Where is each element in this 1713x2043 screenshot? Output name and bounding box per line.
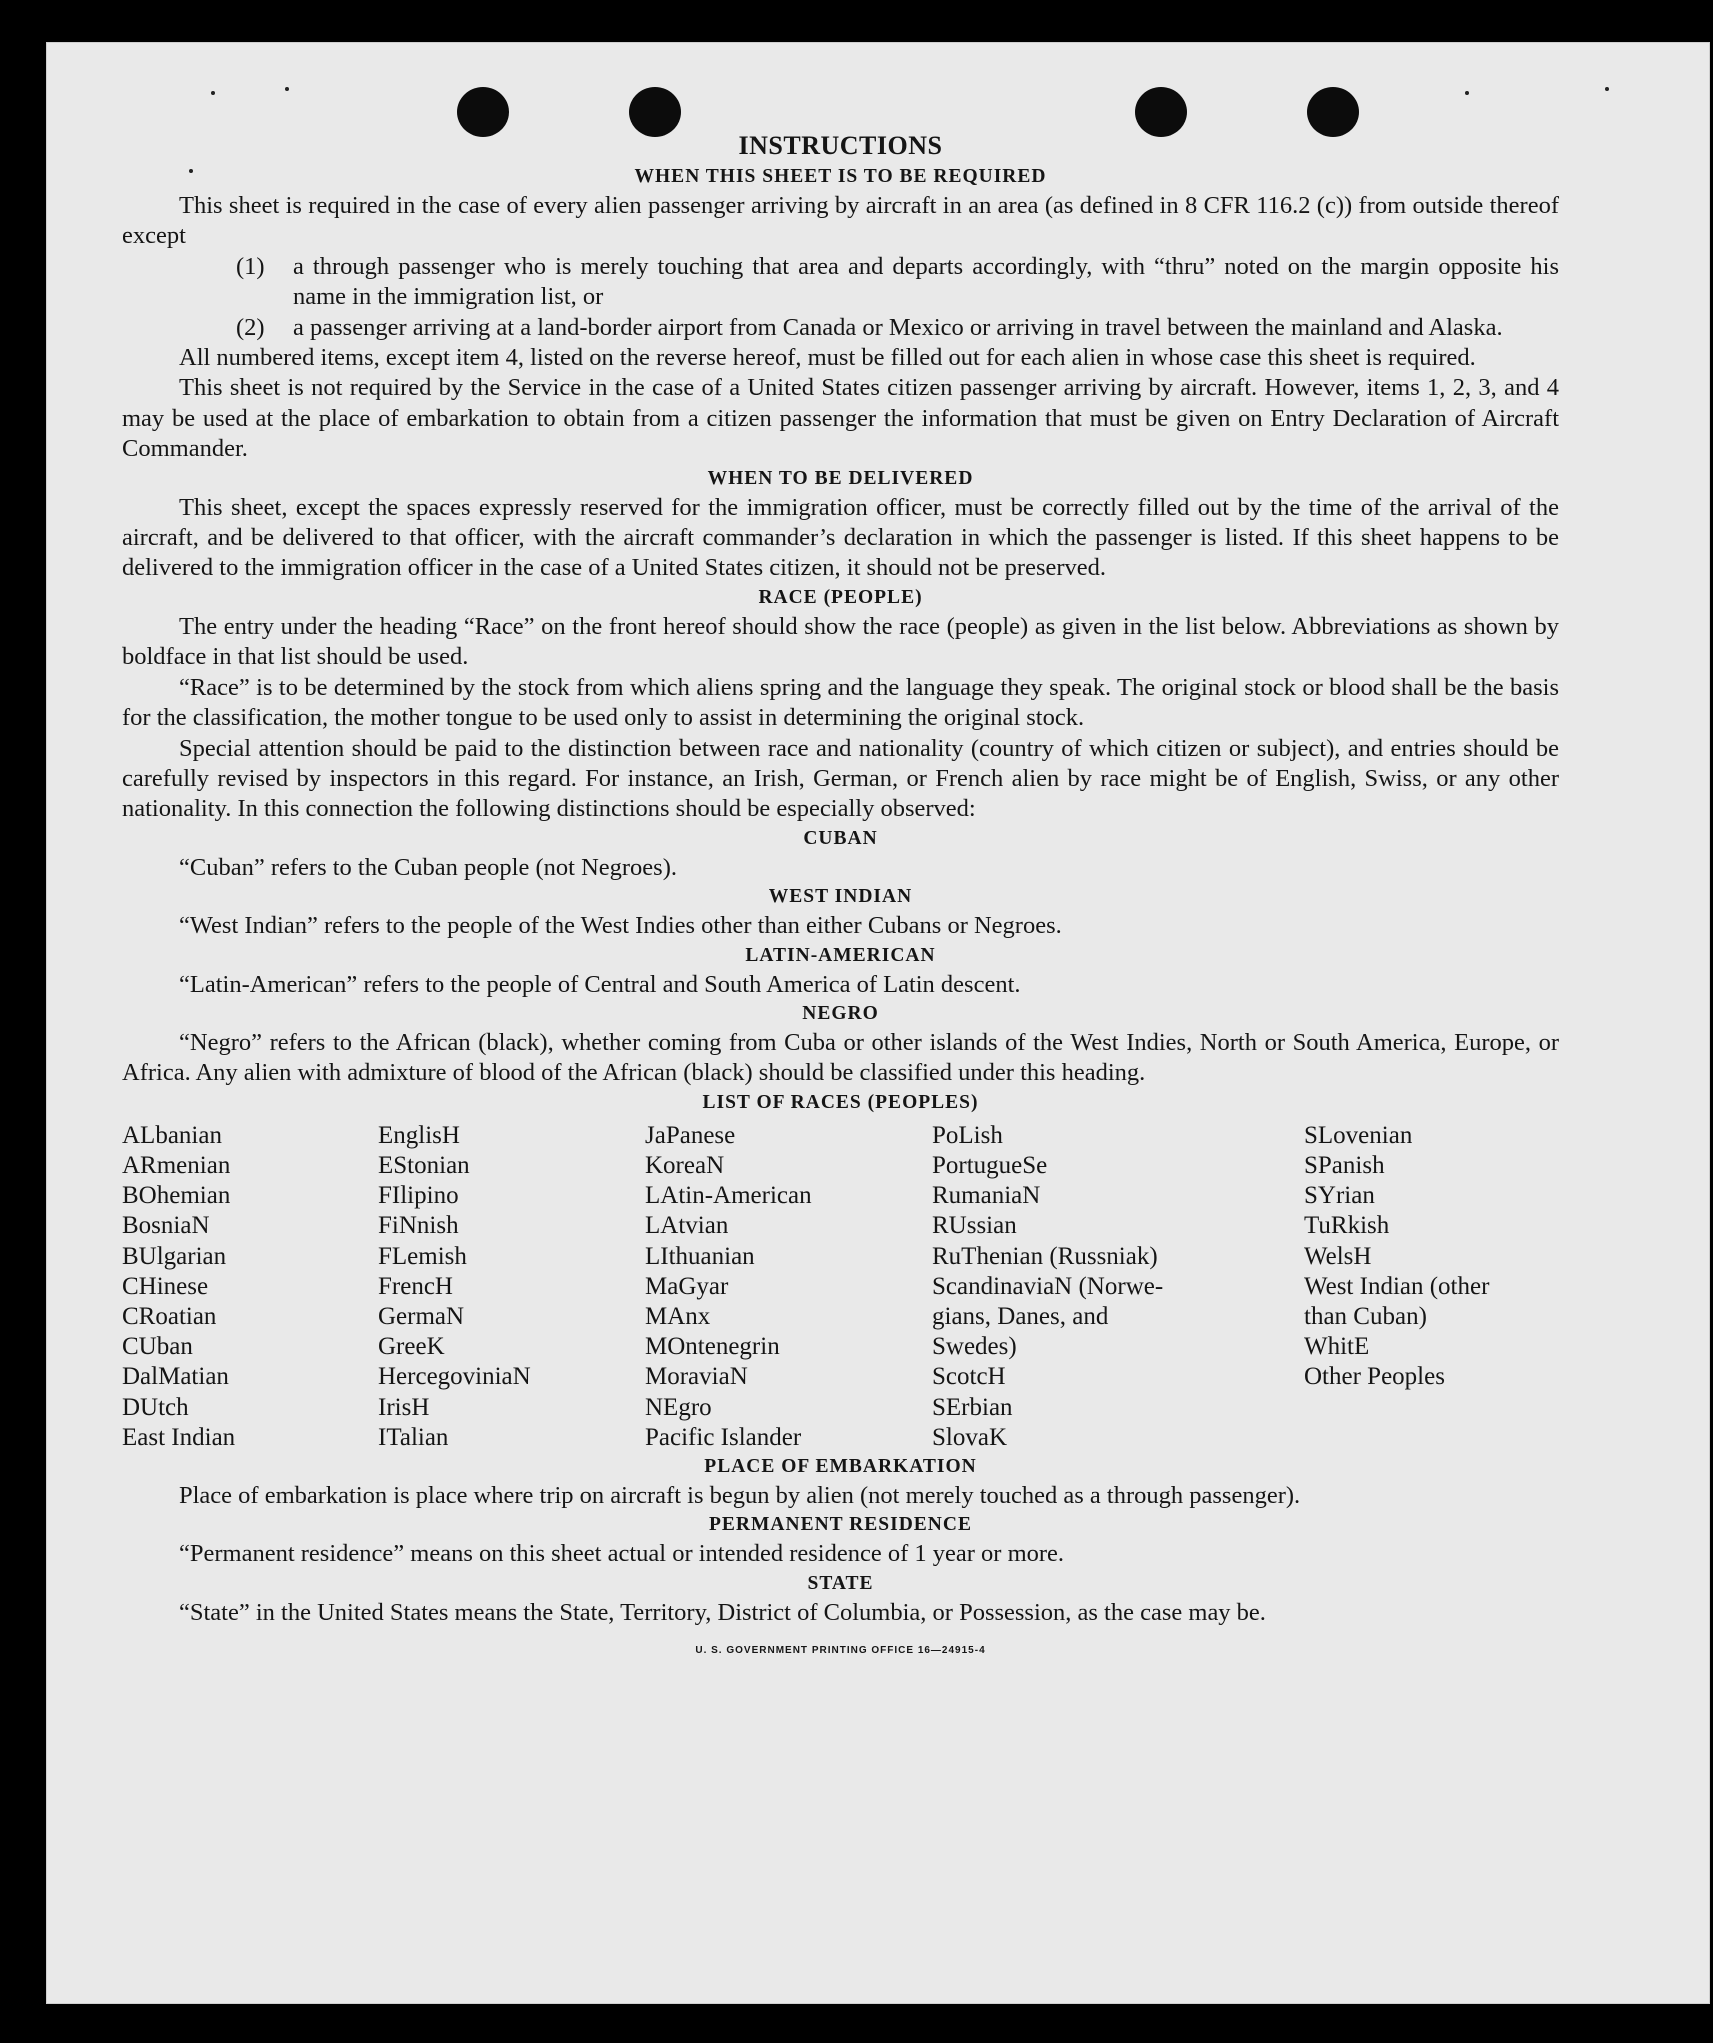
race-item: FiNnish [378, 1212, 459, 1240]
race-item: WhitE [1304, 1333, 1370, 1361]
section-heading: WEST INDIAN [768, 886, 913, 908]
paragraph: “State” in the United States means the State, Territory, District of Columbia, or Possession, as the case may be. [179, 1598, 1266, 1626]
race-item: Swedes) [932, 1333, 1017, 1361]
section-heading: LIST OF RACES (PEOPLES) [702, 1091, 979, 1113]
race-item: ARmenian [122, 1151, 231, 1179]
section-heading: CUBAN [803, 827, 878, 849]
race-item: FLemish [378, 1242, 467, 1270]
race-column [1304, 1121, 1559, 1453]
race-item: BosniaN [122, 1212, 210, 1240]
race-item: SYrian [1304, 1182, 1375, 1210]
paragraph: Special attention should be paid to the distinction between race and nationality (country of which citizen or subject), and entries should be carefully revised by inspectors in this regard. For instance, an Irish, German, or French alien by race might be of English, Swiss, or any other nationality. In this connection the following distinctions should be especially observed: [122, 734, 1559, 823]
page-title: INSTRUCTIONS [738, 131, 943, 160]
paragraph: The entry under the heading “Race” on the front hereof should show the race (people) as given in the list below. Abbreviations as shown by boldface in that list should be used. [122, 612, 1559, 671]
speck [1605, 87, 1609, 91]
race-item: SErbian [932, 1393, 1013, 1421]
race-item: ALbanian [122, 1121, 222, 1149]
race-item: MaGyar [645, 1272, 729, 1300]
section-heading: PLACE OF EMBARKATION [704, 1455, 977, 1477]
race-item: LAtin-American [645, 1182, 812, 1210]
paragraph: “Race” is to be determined by the stock from which aliens spring and the language they speak. The original stock or blood shall be the basis for the classification, the mother tongue to be used only to assist in determining the original stock. [122, 673, 1559, 732]
race-item: East Indian [122, 1423, 236, 1451]
race-item: CHinese [122, 1272, 209, 1300]
race-item: PortugueSe [932, 1151, 1048, 1179]
race-item: gians, Danes, and [932, 1302, 1109, 1330]
race-item: FIlipino [378, 1182, 459, 1210]
paragraph: All numbered items, except item 4, listed on the reverse hereof, must be filled out for each alien in whose case this sheet is required. [179, 344, 1476, 372]
paragraph: “West Indian” refers to the people of the West Indies other than either Cubans or Negroes. [179, 912, 1062, 940]
race-item: CUban [122, 1333, 193, 1361]
race-item: WelsH [1304, 1242, 1372, 1270]
race-item: IrisH [378, 1393, 430, 1421]
race-column [932, 1121, 1304, 1453]
item-text: a passenger arriving at a land-border airport from Canada or Mexico or arriving in travel between the mainland and Alaska. [293, 313, 1503, 341]
race-item: SLovenian [1304, 1121, 1413, 1149]
section-heading: PERMANENT RESIDENCE [709, 1514, 972, 1536]
section-heading: LATIN-AMERICAN [745, 944, 936, 966]
race-item: RUssian [932, 1212, 1017, 1240]
race-column [122, 1121, 378, 1453]
race-item: RuThenian (Russniak) [932, 1242, 1158, 1270]
section-heading: NEGRO [802, 1002, 879, 1024]
paragraph: “Permanent residence” means on this sheet actual or intended residence of 1 year or more. [179, 1540, 1065, 1568]
race-item: MOntenegrin [645, 1333, 780, 1361]
paragraph: “Negro” refers to the African (black), whether coming from Cuba or other islands of the West Indies, North or South America, Europe, or Africa. Any alien with admixture of blood of the African (black) should be classified under this heading. [122, 1028, 1559, 1087]
race-item: ScotcH [932, 1363, 1006, 1391]
section-heading: WHEN THIS SHEET IS TO BE REQUIRED [634, 166, 1047, 187]
race-item: ScandinaviaN (Norwe- [932, 1272, 1164, 1300]
item-text: a through passenger who is merely touching that area and departs accordingly, with “thru” noted on the margin opposite his name in the immigration list, or [293, 252, 1559, 311]
instructions-body [122, 129, 1559, 1667]
race-item: SPanish [1304, 1151, 1385, 1179]
race-item: West Indian (other [1304, 1272, 1490, 1300]
race-item: GreeK [378, 1333, 445, 1361]
paragraph: “Latin-American” refers to the people of Central and South America of Latin descent. [179, 970, 1021, 998]
race-item: JaPanese [645, 1121, 736, 1149]
race-item: than Cuban) [1304, 1302, 1427, 1330]
race-item: KoreaN [645, 1151, 725, 1179]
paragraph: This sheet is required in the case of every alien passenger arriving by aircraft in an area (as defined in 8 CFR 116.2 (c)) from outside thereof except [122, 192, 1559, 250]
race-item: BUlgarian [122, 1242, 227, 1270]
speck [1465, 91, 1469, 95]
paragraph: This sheet is not required by the Service in the case of a United States citizen passenger arriving by aircraft. However, items 1, 2, 3, and 4 may be used at the place of embarkation to obtain from a citizen passenger the information that must be given on Entry Declaration of Aircraft Commander. [122, 374, 1559, 463]
section-heading: RACE (PEOPLE) [758, 586, 923, 608]
race-item: RumaniaN [932, 1182, 1041, 1210]
race-item: CRoatian [122, 1302, 217, 1330]
race-item: Pacific Islander [645, 1423, 802, 1451]
race-item: BOhemian [122, 1182, 231, 1210]
race-item: ITalian [378, 1423, 449, 1451]
paragraph: This sheet, except the spaces expressly reserved for the immigration officer, must be correctly filled out by the time of the arrival of the aircraft, and be delivered to that officer, with the aircraft commander’s declaration in which the passenger is listed. If this sheet happens to be delivered to the immigration officer in the case of a United States citizen, it should not be preserved. [122, 493, 1559, 582]
race-item: Other Peoples [1304, 1363, 1445, 1391]
printing-office-footer: U. S. GOVERNMENT PRINTING OFFICE 16—24915-4 [695, 1645, 986, 1657]
race-item: FrencH [378, 1272, 453, 1300]
race-item: LAtvian [645, 1212, 729, 1240]
speck [285, 87, 289, 91]
race-item: NEgro [645, 1393, 712, 1421]
race-item: TuRkish [1304, 1212, 1390, 1240]
race-item: DUtch [122, 1393, 189, 1421]
race-item: GermaN [378, 1302, 465, 1330]
race-item: HercegoviniaN [378, 1363, 531, 1391]
race-item: MoraviaN [645, 1363, 748, 1391]
race-column [645, 1121, 932, 1453]
race-list [122, 1121, 1559, 1453]
speck [211, 91, 215, 95]
race-item: PoLish [932, 1121, 1003, 1149]
section-heading: STATE [807, 1572, 874, 1594]
item-number: (1) [236, 252, 265, 280]
race-column [378, 1121, 645, 1453]
race-item: MAnx [645, 1302, 711, 1330]
section-heading: WHEN TO BE DELIVERED [707, 467, 974, 489]
race-item: DalMatian [122, 1363, 229, 1391]
document-sheet [46, 42, 1710, 2004]
list-item [122, 252, 1559, 313]
race-item: SlovaK [932, 1423, 1007, 1451]
list-item [122, 313, 1559, 343]
paragraph: Place of embarkation is place where trip on aircraft is begun by alien (not merely touched as a through passenger). [179, 1481, 1301, 1509]
race-item: EStonian [378, 1151, 470, 1179]
race-item: EnglisH [378, 1121, 460, 1149]
race-item: LIthuanian [645, 1242, 755, 1270]
item-number: (2) [236, 313, 265, 341]
paragraph: “Cuban” refers to the Cuban people (not Negroes). [179, 853, 677, 881]
